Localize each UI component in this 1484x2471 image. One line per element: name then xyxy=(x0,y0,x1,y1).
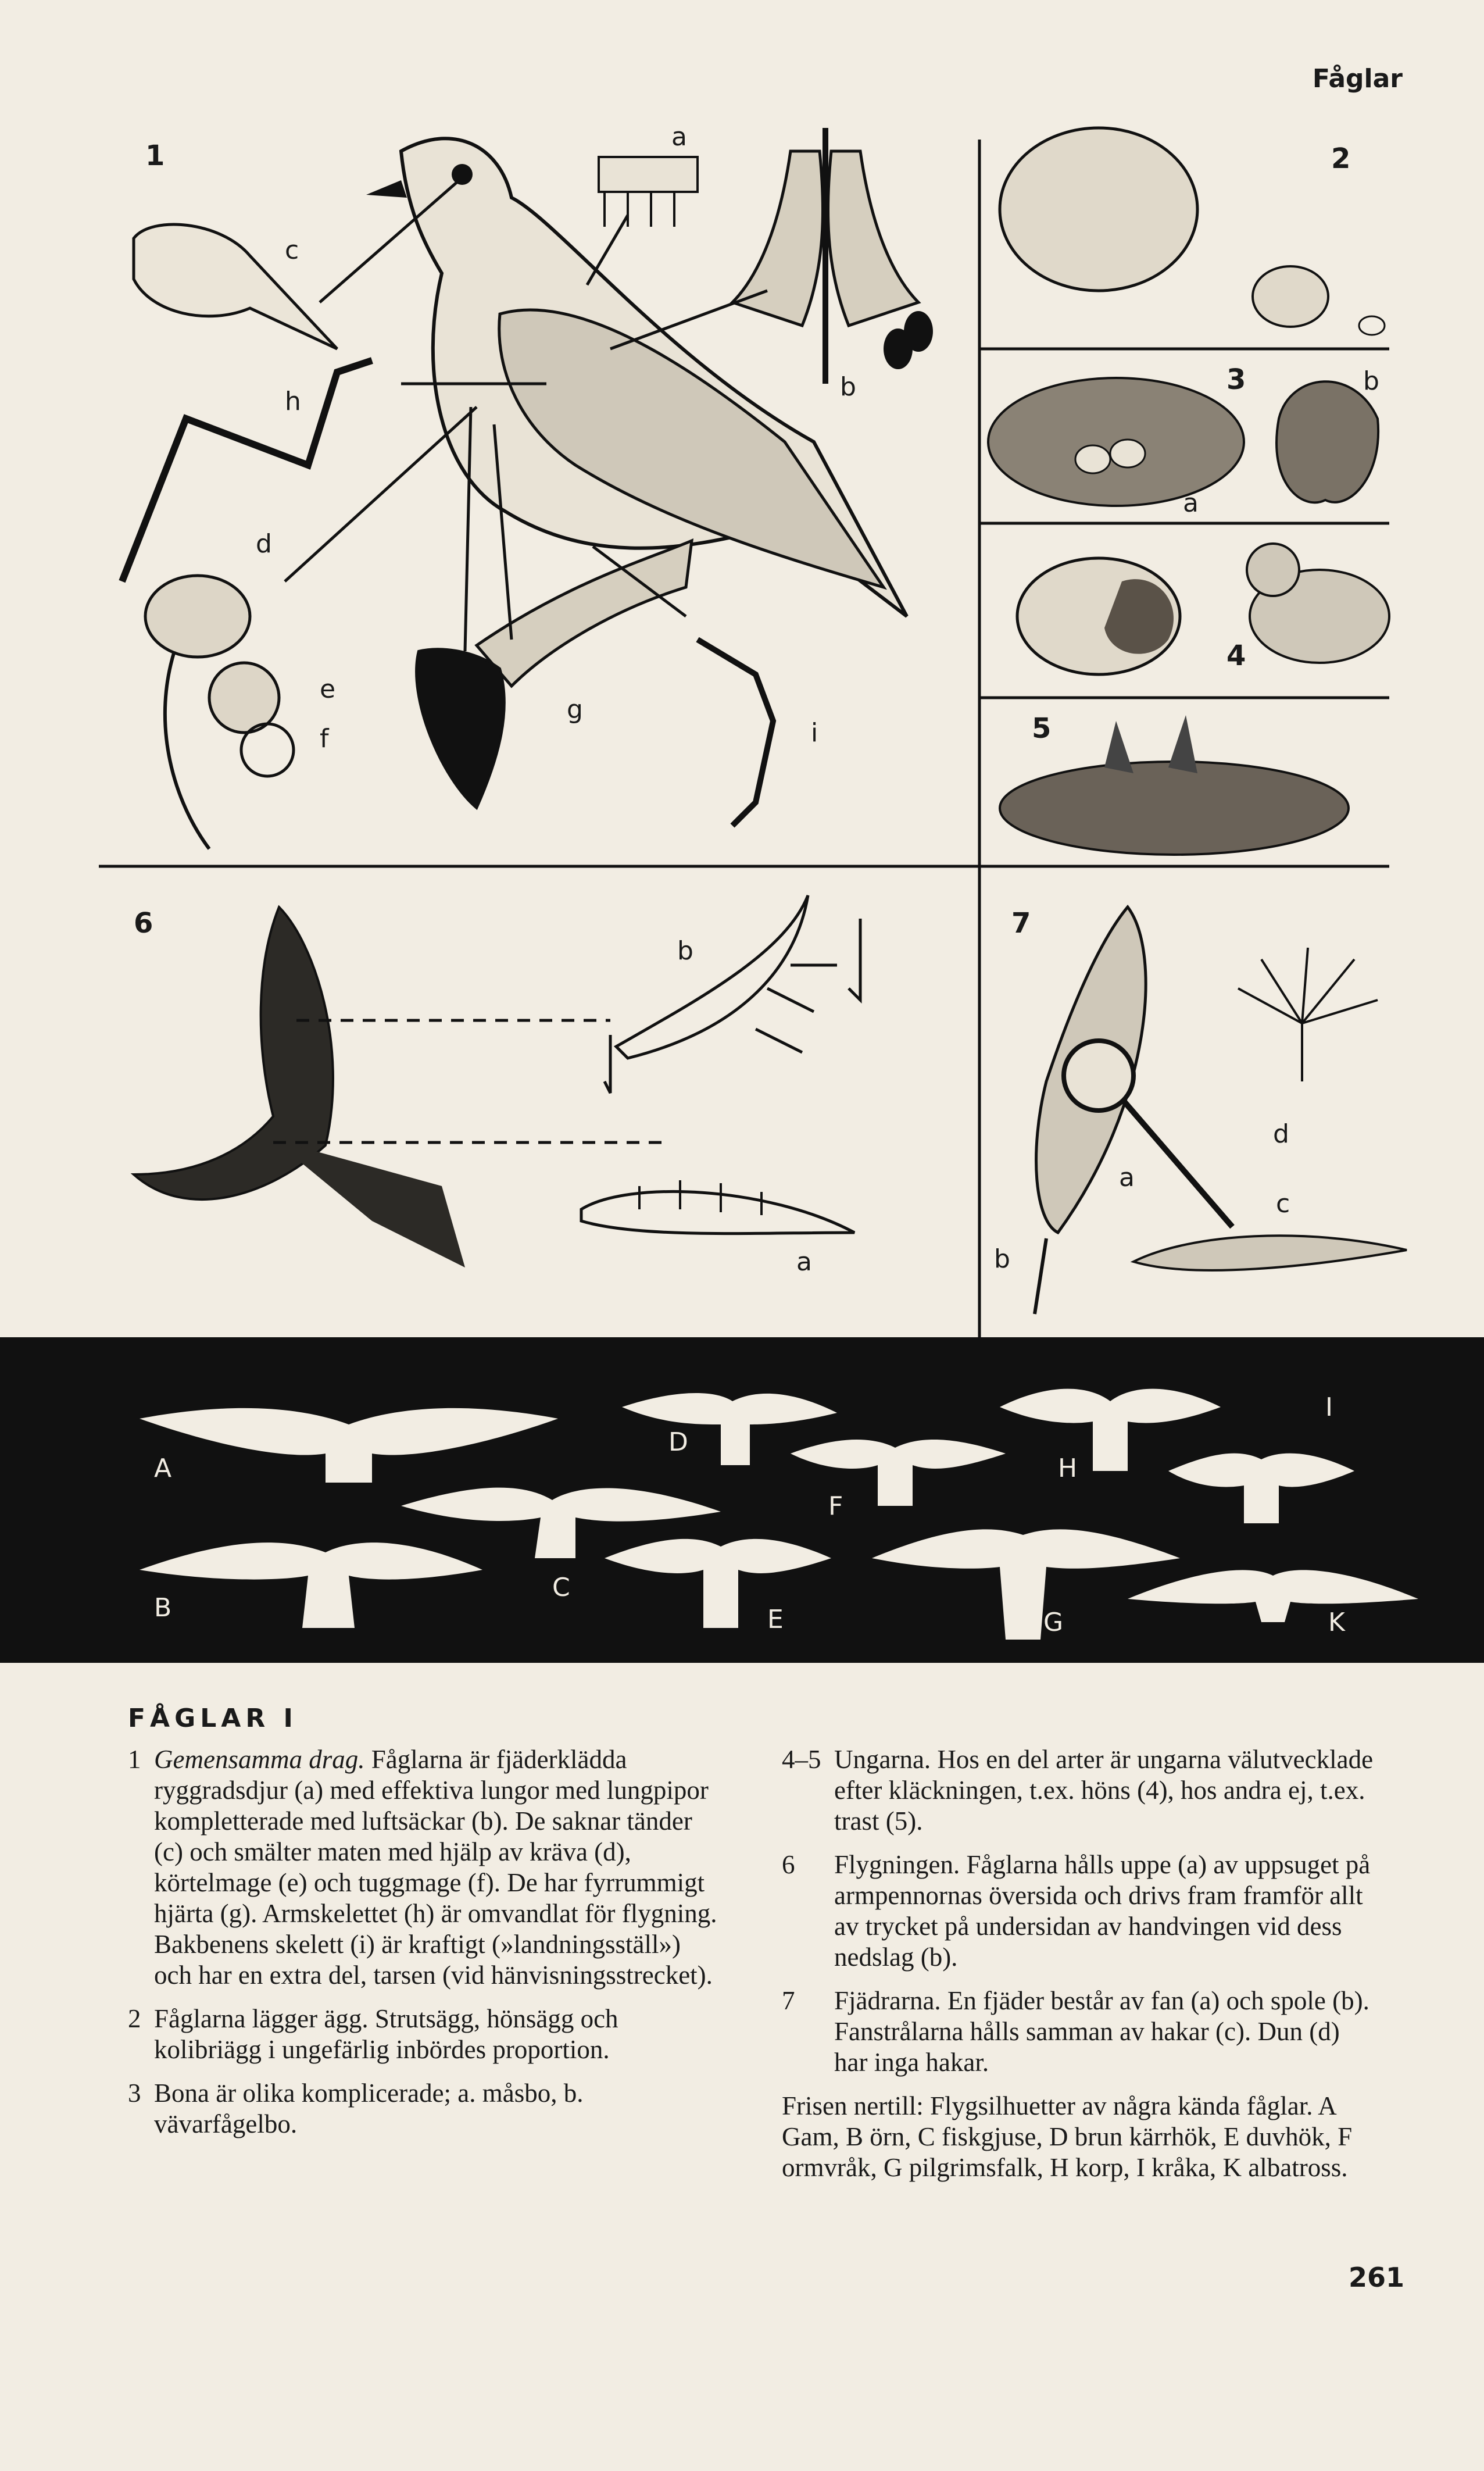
panel-3-nests xyxy=(988,378,1378,506)
caption-heading: FÅGLAR I xyxy=(128,1704,298,1733)
paragraph-text xyxy=(154,1744,721,1991)
panel6-label-b: b xyxy=(677,936,693,966)
panel-5-nestlings xyxy=(1000,715,1349,855)
caption-paragraph-6 xyxy=(782,1849,1375,1973)
frieze-label-g: G xyxy=(1043,1608,1064,1637)
panel1-label-f: f xyxy=(320,724,329,754)
silhouette-i-crow xyxy=(1168,1454,1354,1523)
panel1-label-b: b xyxy=(840,372,856,402)
panel-6-flight xyxy=(134,895,860,1267)
panel1-label-c: c xyxy=(285,235,299,265)
panel-2-eggs xyxy=(1000,128,1385,335)
caption-column-right xyxy=(782,1744,1375,2196)
silhouette-k-albatross xyxy=(1128,1570,1418,1622)
lungs-airsacs xyxy=(732,128,933,384)
wing-skeleton xyxy=(122,360,372,581)
paragraph-body: Bona är olika komplicerade; a. måsbo, b. vävarfågelbo. xyxy=(154,2079,584,2138)
paragraph-number: 6 xyxy=(782,1850,795,1879)
barbule-hooks xyxy=(1133,1236,1407,1270)
panel7-label-a: a xyxy=(1119,1163,1135,1192)
leg-skeleton xyxy=(698,640,773,826)
magnifier-handle xyxy=(1122,1099,1232,1227)
panel1-label-e: e xyxy=(320,674,336,704)
silhouette-a-vulture xyxy=(140,1408,558,1483)
pigeon-beak xyxy=(366,180,407,198)
thrush-nest xyxy=(1000,762,1349,855)
wing-profile-lift xyxy=(581,1191,854,1233)
gull-nest xyxy=(988,378,1244,506)
paragraph-number: 3 xyxy=(128,2079,141,2108)
feather-quill xyxy=(1035,1238,1046,1314)
panel1-label-h: h xyxy=(285,387,301,416)
pigeon-eye xyxy=(452,164,473,185)
silhouette-f-buzzard xyxy=(791,1440,1006,1506)
silhouette-g-peregrine xyxy=(872,1529,1180,1640)
frieze-label-i: I xyxy=(1325,1392,1333,1422)
paragraph-body: Flygningen. Fåglarna hålls uppe (a) av uppsuget på armpennornas översida och drivs fram framför allt av trycket på undersidan av handvingen vid dess nedslag (b). xyxy=(834,1850,1371,1972)
paragraph-lead: Gemensamma drag. xyxy=(154,1745,365,1774)
caption-paragraph-1 xyxy=(128,1744,721,1991)
panel1-label-g: g xyxy=(567,695,583,724)
frieze-label-b: B xyxy=(154,1593,172,1623)
caption-paragraph-4-5 xyxy=(782,1744,1375,1837)
panel-number-2: 2 xyxy=(1331,142,1351,175)
skull-illustration xyxy=(134,224,337,349)
caption-paragraph-2 xyxy=(128,2004,721,2065)
paragraph-body: Ungarna. Hos en del arter är ungarna välutvecklade efter kläckningen, t.ex. höns (4), hos andra ej, t.ex. trast (5). xyxy=(834,1745,1374,1836)
paragraph-body: Fåglarna är fjäderklädda ryggradsdjur (a) med effektiva lungor med lungpipor kompletterade med luftsäckar (b). De saknar tänder (c) och smälter maten med hjälp av kräva (d), körtelmage (e) och tuggmage (f). De har fyrrummigt hjärta (g). Armskelettet (h) är omvandlat för flygning. Bakbenens skelett (i) är kraftigt (»landningsställ») och har en extra del, tarsen (vid hänvisningsstrecket). xyxy=(154,1745,717,1990)
frieze-label-e: E xyxy=(767,1605,784,1634)
panel7-label-d: d xyxy=(1273,1119,1289,1149)
panel1-label-d: d xyxy=(256,529,272,559)
paragraph-body: Fåglarna lägger ägg. Strutsägg, hönsägg och kolibriägg i ungefärlig inbördes proportion. xyxy=(154,2004,618,2064)
paragraph-number: 1 xyxy=(128,1745,141,1774)
hummingbird-egg xyxy=(1359,316,1385,335)
eagle-tail xyxy=(273,1140,465,1267)
panel-number-5: 5 xyxy=(1032,712,1052,745)
panel-number-3: 3 xyxy=(1226,363,1246,396)
down-feather xyxy=(1238,948,1378,1081)
panel-number-7: 7 xyxy=(1011,907,1031,940)
paragraph-number: 7 xyxy=(782,1986,795,2015)
hen-egg xyxy=(1253,266,1328,327)
panel-number-4: 4 xyxy=(1226,640,1246,672)
panel-7-feathers xyxy=(1035,907,1407,1314)
paragraph-body: Frisen nertill: Flygsilhuetter av några kända fåglar. A Gam, B örn, C fiskgjuse, D brun kärrhök, E duvhök, F ormvråk, G pilgrimsfalk, H korp, I kråka, K albatross. xyxy=(782,2091,1353,2182)
paragraph-body: Fjädrarna. En fjäder består av fan (a) och spole (b). Fanstrålarna hålls samman av hakar (c). Dun (d) har inga hakar. xyxy=(834,1986,1369,2077)
wing-profile-downstroke xyxy=(616,895,808,1058)
flight-silhouette-frieze xyxy=(0,1337,1484,1663)
panel6-label-a: a xyxy=(796,1247,812,1277)
panel1-label-i: i xyxy=(811,718,818,748)
frieze-label-h: H xyxy=(1058,1454,1078,1483)
silhouette-b-eagle xyxy=(140,1542,482,1628)
ostrich-egg xyxy=(1000,128,1197,291)
panel3-label-a: a xyxy=(1183,488,1199,518)
panel7-label-c: c xyxy=(1276,1189,1290,1219)
panel1-label-a: a xyxy=(671,122,687,152)
feather-skin-detail xyxy=(599,157,698,227)
silhouette-e-goshawk xyxy=(605,1539,831,1628)
panel-4-hatching xyxy=(1017,544,1389,674)
heart-illustration xyxy=(416,649,505,808)
silhouette-h-raven xyxy=(1000,1389,1221,1471)
panel7-label-b: b xyxy=(994,1244,1010,1274)
frieze-label-a: A xyxy=(154,1454,172,1483)
digestive-system xyxy=(145,576,294,849)
page-number: 261 xyxy=(1349,2262,1405,2293)
paragraph-number: 2 xyxy=(128,2004,141,2033)
frieze-label-c: C xyxy=(552,1573,570,1602)
panel-number-1: 1 xyxy=(145,140,165,172)
weaver-nest xyxy=(1276,381,1378,502)
frieze-svg xyxy=(0,1337,1484,1663)
frieze-label-d: D xyxy=(668,1427,688,1457)
panel3-label-b: b xyxy=(1363,366,1379,396)
caption-paragraph-7 xyxy=(782,1986,1375,2078)
panel-number-6: 6 xyxy=(134,907,153,940)
caption-column-left xyxy=(128,1744,721,2152)
paragraph-number: 4–5 xyxy=(782,1745,821,1774)
section-header: Fåglar xyxy=(1312,64,1403,94)
caption-paragraph-frieze xyxy=(782,2091,1375,2183)
frieze-label-f: F xyxy=(828,1491,843,1521)
caption-paragraph-3 xyxy=(128,2078,721,2140)
frieze-label-k: K xyxy=(1328,1608,1345,1637)
